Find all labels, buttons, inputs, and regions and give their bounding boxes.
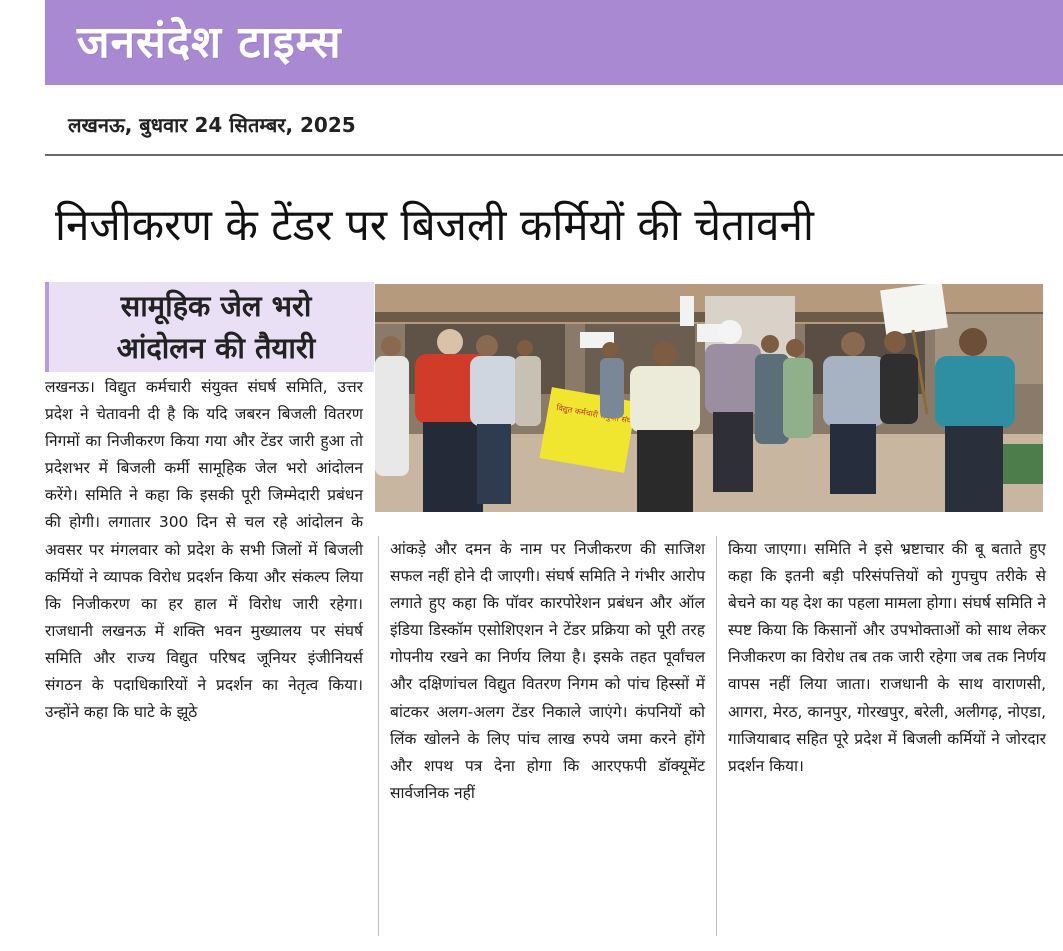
subheadline-line-2: आंदोलन की तैयारी xyxy=(116,331,316,365)
masthead-title: जनसंदेश टाइम्स xyxy=(77,17,342,68)
column-separator xyxy=(378,536,379,936)
masthead xyxy=(45,0,1063,85)
article-column-1 xyxy=(45,374,363,726)
banner-text: विद्युत कर्मचारी संघर्ष xyxy=(555,403,637,427)
article-text: आंकड़े और दमन के नाम पर निजीकरण की साजिश सफल नहीं होने दी जाएगी। संघर्ष समिति ने गंभीर आरोप लगाते हुए कहा कि पॉवर कारपोरेशन प्रबंधन और ऑल इंडिया डिस्कॉम एसोशिएशन ने टेंडर प्रक्रिया को पूरी तरह गोपनीय रखने का निर्णय लिया है। इसके तहत पूर्वांचल और दक्षिणांचल विद्युत वितरण निगम को पांच हिस्सों में बांटकर अलग-अलग टेंडर निकाले जाएंगे। कंपनियों को लिंक खोलने के लिए पांच लाख रुपये जमा करने होंगे और शपथ पत्र देना होगा कि आरएफपी डॉक्यूमेंट सार्वजनिक नहीं xyxy=(390,540,705,802)
subheadline-box xyxy=(45,282,374,372)
dateline: लखनऊ, बुधवार 24 सितम्बर, 2025 xyxy=(68,113,356,137)
page-headline: निजीकरण के टेंडर पर बिजली कर्मियों की चेतावनी xyxy=(55,200,814,251)
column-separator xyxy=(716,536,717,936)
divider-rule xyxy=(45,154,1063,156)
article-column-3 xyxy=(728,536,1046,780)
article-column-2 xyxy=(390,536,705,807)
article-text: लखनऊ। विद्युत कर्मचारी संयुक्त संघर्ष समिति, उत्तर प्रदेश ने चेतावनी दी है कि यदि जबरन बिजली वितरण निगमों का निजीकरण किया गया और टेंडर जारी हुआ तो प्रदेशभर में बिजली कर्मी सामूहिक जेल भरो आंदोलन करेंगे। समिति ने कहा कि इसकी पूरी जिम्मेदारी प्रबंधन की होगी। लगातार 300 दिन से चल रहे आंदोलन के अवसर पर मंगलवार को प्रदेश के सभी जिलों में बिजली कर्मियों ने व्यापक विरोध प्रदर्शन किया और संकल्प लिया कि निजीकरण का हर हाल में विरोध जारी रहेगा। राजधानी लखनऊ में शक्ति भवन मुख्यालय पर संघर्ष समिति और राज्य विद्युत परिषद जूनियर इंजीनियर्स संगठन के पदाधिकारियों ने प्रदर्शन का नेतृत्व किया। उन्होंने कहा कि घाटे के झूठे xyxy=(45,378,363,722)
protest-photo xyxy=(375,284,1043,512)
article-text: किया जाएगा। समिति ने इसे भ्रष्टाचार की बू बताते हुए कहा कि इतनी बड़ी परिसंपत्तियों को गुपचुप तरीके से बेचने का यह देश का पहला मामला होगा। संघर्ष समिति ने स्पष्ट किया कि किसानों और उपभोक्ताओं को साथ लेकर निजीकरण का विरोध तब तक जारी रहेगा जब तक निर्णय वापस नहीं लिया जाता। राजधानी के साथ वाराणसी, आगरा, मेरठ, कानपुर, गोरखपुर, बरेली, अलीगढ़, नोएडा, गाजियाबाद सहित पूरे प्रदेश में बिजली कर्मियों ने जोरदार प्रदर्शन किया। xyxy=(728,540,1046,775)
subheadline-line-1: सामूहिक जेल भरो xyxy=(120,289,312,323)
